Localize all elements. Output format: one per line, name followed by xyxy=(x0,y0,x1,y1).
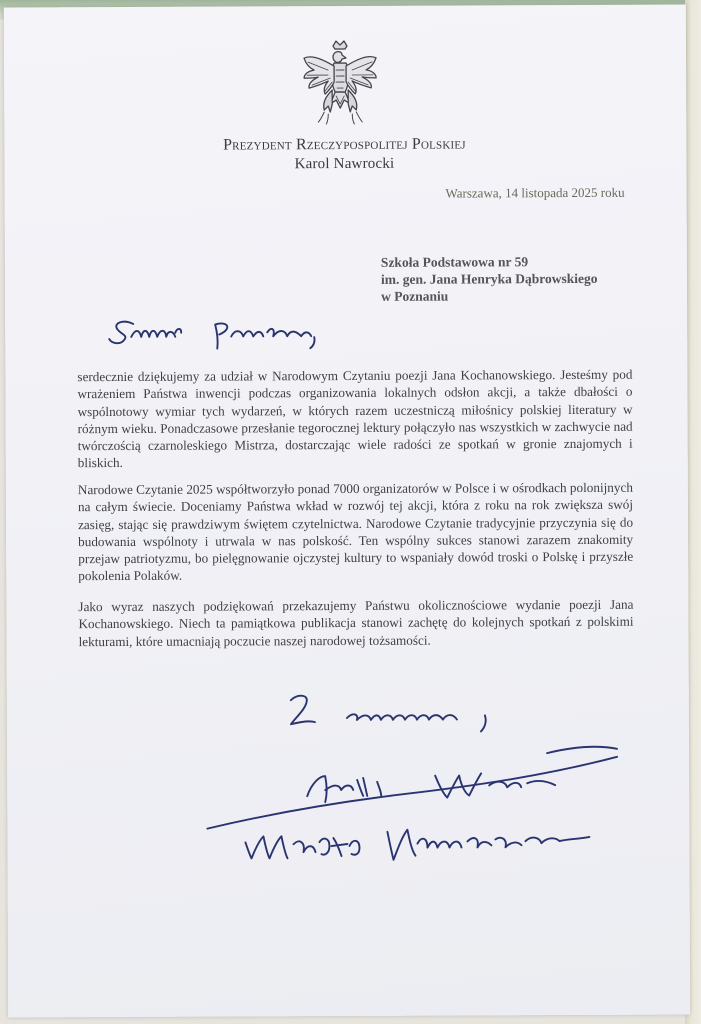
signature-marta-nawrocka xyxy=(245,829,589,861)
recipient-line-2: im. gen. Jana Henryka Dąbrowskiego xyxy=(380,270,598,287)
closing-handwritten xyxy=(291,695,486,732)
signature-karol-nawrocki xyxy=(207,747,617,829)
handwriting-layer xyxy=(4,5,690,1018)
recipient-line-1: Szkoła Podstawowa nr 59 xyxy=(380,254,529,270)
letter-date: Warszawa, 14 listopada 2025 roku xyxy=(445,184,625,201)
recipient-line-3: w Poznaniu xyxy=(381,288,449,304)
salutation-handwritten xyxy=(109,321,314,349)
paragraph-1: serdecznie dziękujemy za udział w Narodowym Czytaniu poezji Jana Kochanowskiego. Jesteśmy pod wrażeniem Państwa inwencji podczas organizowania lokalnych odsłon akcji, a także dbałości o wspólnotowy wymiar tych wydarzeń, w których razem uczestniczą miłośnicy polskiej literatury w różnym wieku. Ponadczasowe przesłanie tegorocznej lektury połączyło nas wszystkich w zachwycie nad twórczością czarnoleskiego Mistrza, dostarczając wiele radości ze spotkań w gronie znajomych i bliskich. xyxy=(77,366,633,471)
president-name: Karol Nawrocki xyxy=(294,155,395,173)
paragraph-3: Jako wyraz naszych podziękowań przekazujemy Państwu okolicznościowe wydanie poezji Jana Kochanowskiego. Niech ta pamiątkowa publikacja stanowi zachętę do kolejnych spotkań z polskimi lekturami, które umacniają poczucie naszej narodowej tożsamości. xyxy=(78,596,634,649)
letter-paper xyxy=(4,5,690,1018)
office-title: Prezydent Rzeczypospolitej Polskiej xyxy=(223,135,466,154)
paragraph-2: Narodowe Czytanie 2025 współtworzyło ponad 7000 organizatorów w Polsce i w ośrodkach polonijnych na całym świecie. Doceniamy Państwa wkład w rozwój tej akcji, która z roku na rok zwiększa swój zasięg, stając się prawdziwym świętem czytelnictwa. Narodowe Czytanie tradycyjnie przyczynia się do budowania wspólnoty i utrwala w nas polskość. Ten wspólny sukces stanowi zarazem znakomity przejaw patriotyzmu, bo pielęgnowanie ojczystej kultury to wspaniały dowód troski o Polskę i przyszłe pokolenia Polaków. xyxy=(77,479,634,584)
